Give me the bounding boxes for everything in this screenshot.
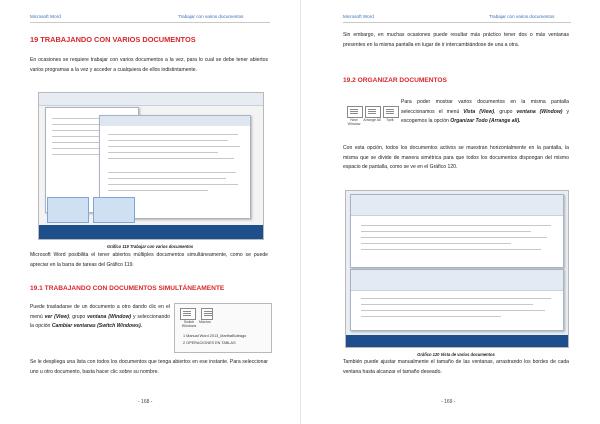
header-right: Trabajar con varios documentos bbox=[489, 14, 555, 19]
figure-caption: Gráfico 120 Vista de varios documentos bbox=[417, 352, 495, 357]
list-paragraph: Se le despliega una lista con todos los documentos que tenga abiertos en ese instante. Para seleccionar uno u otro documento, basta hacer clic sobre su nombre. bbox=[30, 359, 268, 375]
view-menu-name: ver (View) bbox=[44, 313, 69, 320]
split-label: Split bbox=[386, 118, 394, 122]
view-menu-name: Vista (View) bbox=[463, 108, 495, 115]
switch-option-name: Cambiar ventanas (Switch Windows). bbox=[51, 323, 143, 330]
page-number: - 168 - bbox=[138, 399, 153, 405]
macros-label: Macros bbox=[199, 320, 211, 324]
header-right: Trabajar con varios documentos bbox=[178, 14, 244, 19]
switch-windows-icon bbox=[180, 308, 196, 320]
taskbar bbox=[346, 335, 568, 347]
text-run: , grupo bbox=[68, 313, 88, 320]
page-number: - 169 - bbox=[441, 399, 456, 405]
figure-caption: Gráfico 119 Trabajar con varios documentos bbox=[106, 244, 194, 249]
window-group-name: ventana (Window) bbox=[516, 108, 563, 115]
header-left: Microsoft Word bbox=[343, 14, 374, 19]
arrange-description: Con esta opción, todos los documentos activos se muestran horizontalmente en la pantalla, la misma que se divide de manera simétrica para que todos los documentos dispongan del mismo espacio de pantalla, como se ve en el Gráfico 120. bbox=[343, 145, 569, 171]
open-document-item: 1 Manual Word 2013_MarthaBuitrago bbox=[183, 334, 247, 338]
arrange-option-name: Organizar Todo (Arrange all). bbox=[450, 118, 521, 125]
bottom-document-window bbox=[350, 269, 564, 331]
section-heading: 19.2 ORGANIZAR DOCUMENTOS bbox=[343, 77, 447, 84]
text-run: Puede trasladarse de un documento a otro dando clic en el menú bbox=[30, 304, 170, 320]
resize-paragraph: También puede ajustar manualmente el tamaño de las ventanas, arrastrando los bordes de cada ventana hasta alcanzar el tamaño deseado. bbox=[343, 359, 569, 375]
text-run: y escogemos la opción bbox=[401, 108, 569, 125]
top-document-window bbox=[350, 194, 564, 268]
header-left: Microsoft Word bbox=[30, 14, 61, 19]
switch-windows-label: Switch Windows bbox=[181, 320, 197, 328]
taskbar-preview-1 bbox=[47, 197, 89, 223]
macros-icon bbox=[201, 308, 213, 320]
new-window-label: New Window bbox=[347, 118, 361, 126]
header-rule bbox=[343, 22, 571, 23]
arranged-windows-screenshot bbox=[345, 190, 569, 348]
split-icon bbox=[383, 106, 399, 118]
text-run: y seleccionando la opción bbox=[30, 313, 170, 330]
arrange-instructions bbox=[401, 98, 569, 127]
intro-paragraph: Sin embargo, en muchas ocasiones puede resultar más práctico tener dos o más ventanas presentes en la misma pantalla en lugar de ir intercambiándose de una a otra. bbox=[343, 32, 569, 48]
switch-instructions bbox=[30, 303, 170, 332]
ribbon-bar bbox=[39, 93, 263, 106]
right-page bbox=[300, 0, 600, 424]
multi-document-screenshot bbox=[38, 92, 264, 240]
arrange-all-icon bbox=[365, 106, 381, 118]
text-run: , grupo bbox=[494, 108, 517, 115]
section-heading: 19 TRABAJANDO CON VARIOS DOCUMENTOS bbox=[30, 35, 196, 44]
open-document-item: 2 OPERACIONES EN TABLAS bbox=[183, 341, 236, 345]
header-rule bbox=[30, 22, 270, 23]
taskbar-preview-2 bbox=[93, 197, 135, 223]
arrange-all-label: Arrange All bbox=[363, 118, 381, 122]
window-group-name: ventana (Window) bbox=[87, 313, 132, 320]
text-run: Para poder mostrar varios documentos en la misma pantalla seleccionamos el menú bbox=[401, 99, 569, 115]
second-paragraph: Microsoft Word posibilita el tener abiertos múltiples documentos simultáneamente, como se puede apreciar en la barra de tareas del Gráfico 119. bbox=[30, 252, 268, 268]
new-window-icon bbox=[347, 106, 363, 118]
subsection-heading: 19.1 TRABAJANDO CON DOCUMENTOS SIMULTÁNEAMENTE bbox=[30, 285, 225, 292]
switch-windows-screenshot bbox=[174, 303, 272, 353]
taskbar bbox=[39, 225, 263, 239]
intro-paragraph: En ocasiones se requiere trabajar con varios documentos a la vez, para lo cual se debe tener abiertos varios programas a la vez y acceder a cualquiera de ellos indistintamente. bbox=[30, 57, 268, 73]
